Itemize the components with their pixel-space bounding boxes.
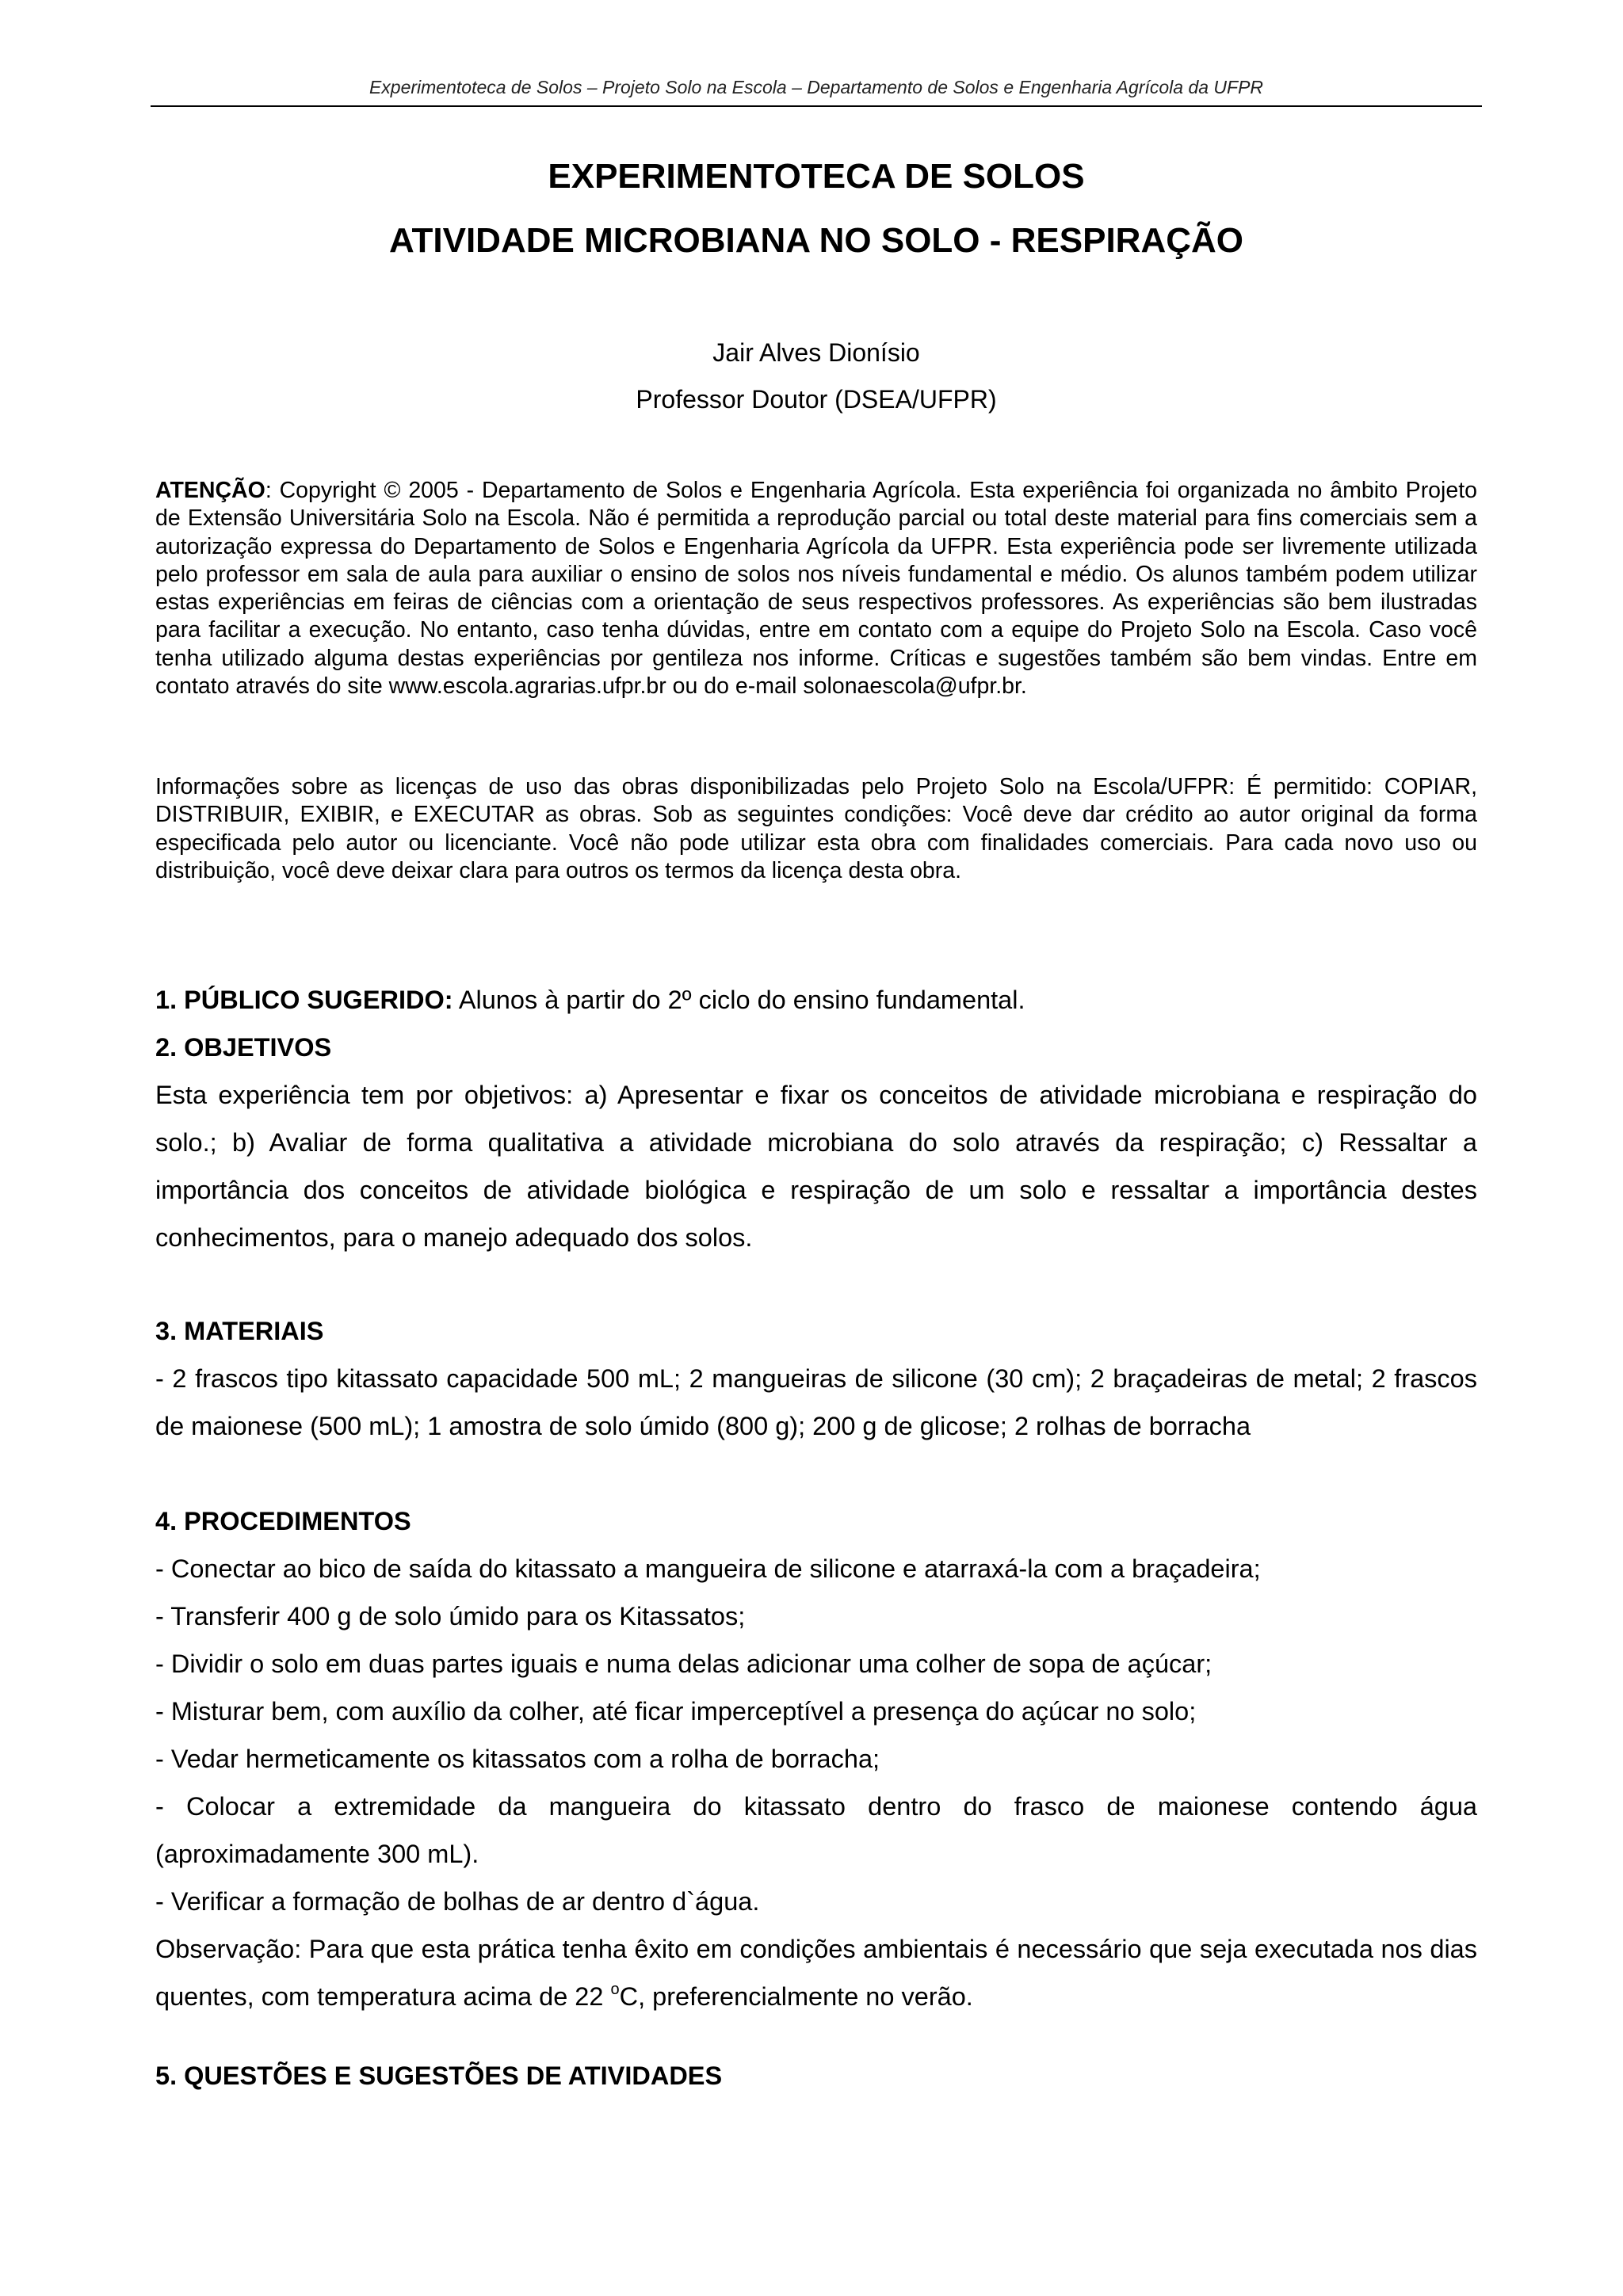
- section-heading-objetivos: 2. OBJETIVOS: [155, 1033, 332, 1062]
- section-publico: [155, 976, 1477, 1024]
- running-header: Experimentoteca de Solos – Projeto Solo na Escola – Departamento de Solos e Engenharia Agrícola da UFPR: [369, 77, 1264, 97]
- procedure-step: - Vedar hermeticamente os kitassatos com a rolha de borracha;: [155, 1745, 880, 1773]
- author-name: Jair Alves Dionísio: [712, 338, 920, 367]
- observation-text-end: C, preferencialmente no verão.: [619, 1982, 973, 2011]
- section-heading-materiais: 3. MATERIAIS: [155, 1317, 324, 1345]
- degree-superscript: o: [610, 1981, 620, 1998]
- document-title: EXPERIMENTOTECA DE SOLOS: [548, 157, 1085, 196]
- procedure-step: - Conectar ao bico de saída do kitassato a mangueira de silicone e atarraxá-la com a braçadeira;: [155, 1554, 1261, 1583]
- section-heading: 1. PÚBLICO SUGERIDO:: [155, 986, 453, 1014]
- procedure-step: - Transferir 400 g de solo úmido para os Kitassatos;: [155, 1602, 746, 1630]
- procedure-step: - Colocar a extremidade da mangueira do kitassato dentro do frasco de maionese contendo água (aproximadamente 300 mL).: [155, 1792, 1477, 1868]
- observation-text: Observação: Para que esta prática tenha êxito em condições ambientais é necessário que seja executada nos dias quentes, com temperatura acima de 22: [155, 1935, 1477, 2011]
- section-text: Alunos à partir do 2º ciclo do ensino fundamental.: [453, 986, 1025, 1014]
- section-objetivos-text: Esta experiência tem por objetivos: a) Apresentar e fixar os conceitos de atividade microbiana e respiração do solo.; b) Avaliar de forma qualitativa a atividade microbiana do solo através da respiração; c) Ressaltar a importância dos conceitos de atividade biológica e respiração de um solo e ressaltar a importância destes conhecimentos, para o manejo adequado dos solos.: [155, 1081, 1477, 1252]
- section-heading-procedimentos: 4. PROCEDIMENTOS: [155, 1507, 411, 1535]
- author-role: Professor Doutor (DSEA/UFPR): [636, 385, 997, 414]
- atencao-label: ATENÇÃO: [155, 478, 265, 503]
- license-notice: Informações sobre as licenças de uso das obras disponibilizadas pelo Projeto Solo na Escola/UFPR: É permitido: COPIAR, DISTRIBUIR, EXIBIR, e EXECUTAR as obras. Sob as seguintes condições: Você deve dar crédito ao autor original da forma especificada pelo autor ou licenciante. Você não pode utilizar esta obra com finalidades comerciais. Para cada novo uso ou distribuição, você deve deixar clara para outros os termos da licença desta obra.: [155, 774, 1477, 883]
- procedure-step: - Verificar a formação de bolhas de ar dentro d`água.: [155, 1887, 760, 1916]
- section-heading-questoes: 5. QUESTÕES E SUGESTÕES DE ATIVIDADES: [155, 2061, 723, 2090]
- observation-note: [155, 1925, 1477, 2020]
- section-materiais-text: - 2 frascos tipo kitassato capacidade 500 mL; 2 mangueiras de silicone (30 cm); 2 braçadeiras de metal; 2 frascos de maionese (500 mL); 1 amostra de solo úmido (800 g); 200 g de glicose; 2 rolhas de borracha: [155, 1364, 1477, 1440]
- procedure-step: - Misturar bem, com auxílio da colher, até ficar imperceptível a presença do açúcar no solo;: [155, 1697, 1197, 1726]
- copyright-notice: [155, 477, 1477, 700]
- header-rule: [151, 105, 1482, 107]
- atencao-text: : Copyright © 2005 - Departamento de Solos e Engenharia Agrícola. Esta experiência foi organizada no âmbito Projeto de Extensão Universitária Solo na Escola. Não é permitida a reprodução parcial ou total deste material para fins comerciais sem a autorização expressa do Departamento de Solos e Engenharia Agrícola da UFPR. Esta experiência pode ser livremente utilizada pelo professor em sala de aula para auxiliar o ensino de solos nos níveis fundamental e médio. Os alunos também podem utilizar estas experiências em feiras de ciências com a orientação de seus respectivos professores. As experiências são bem ilustradas para facilitar a execução. No entanto, caso tenha dúvidas, entre em contato com a equipe do Projeto Solo na Escola. Caso você tenha utilizado alguma destas experiências por gentileza nos informe. Críticas e sugestões também são bem vindas. Entre em contato através do site www.escola.agrarias.ufpr.br ou do e-mail solonaescola@ufpr.br.: [155, 478, 1477, 700]
- section-procedimentos-list: [155, 1545, 1477, 2020]
- document-subtitle: ATIVIDADE MICROBIANA NO SOLO - RESPIRAÇÃO: [388, 221, 1244, 260]
- procedure-step: - Dividir o solo em duas partes iguais e numa delas adicionar uma colher de sopa de açúcar;: [155, 1650, 1212, 1678]
